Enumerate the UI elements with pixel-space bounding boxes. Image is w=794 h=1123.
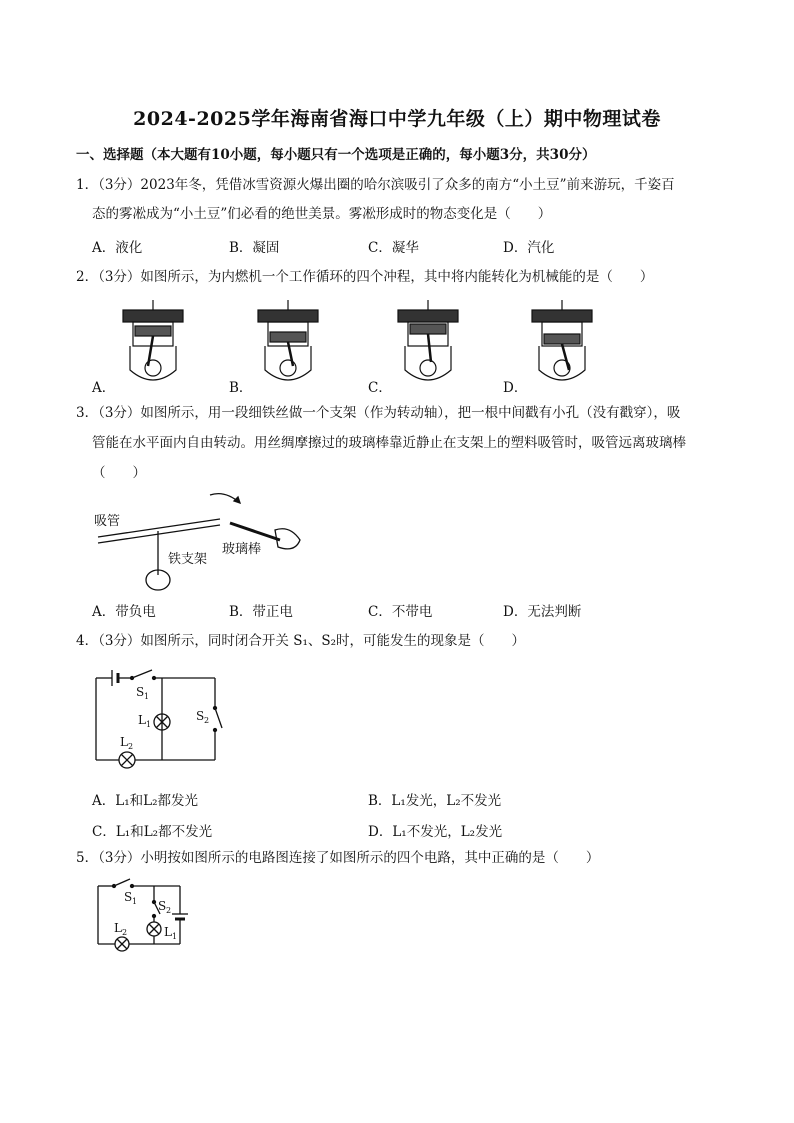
q1-option-c: C．凝华 [368,240,419,256]
l1-label: L [138,713,146,727]
q2-label-c: C． [368,380,392,396]
q4-option-a: A．L₁和L₂都发光 [92,793,199,809]
q1-option-a: A．液化 [92,240,143,256]
q3-line1: 3．（3分）如图所示，用一段细铁丝做一个支架（作为转动轴），把一根中间戳有小孔（没有戳穿），吸 [76,405,681,421]
q5-s2-sub: 2 [166,906,172,915]
straw-label: 吸管 [94,514,121,529]
q5-s1-label: S [124,890,133,904]
q4-option-b: B．L₁发光，L₂不发光 [368,793,502,809]
q3-option-c: C．不带电 [368,604,433,620]
q1-option-d: D．汽化 [503,240,555,256]
l2-label: L [120,735,128,749]
q4-line1: 4．（3分）如图所示，同时闭合开关 S₁、S₂时，可能发生的现象是（ ） [76,633,526,649]
q3-option-d: D．无法判断 [503,604,582,620]
engine-figure-d [527,300,597,390]
q3-line3: （ ） [92,465,146,481]
q3-line2: 管能在水平面内自由转动。用丝绸摩擦过的玻璃棒靠近静止在支架上的塑料吸管时，吸管远离玻璃棒 [92,435,686,451]
engine-figure-c [393,300,463,390]
glass-rod-label: 玻璃棒 [222,542,262,557]
engine-figure-b [253,300,323,390]
q4-circuit-figure [90,662,230,772]
l2-sub: 2 [128,742,134,751]
s2-sub: 2 [204,716,210,725]
q5-l1-sub: 1 [172,932,178,941]
q5-l1-label: L [164,925,172,939]
q5-circuit-figure [92,876,202,956]
q1-option-b: B．凝固 [229,240,280,256]
engine-figure-a [118,300,188,390]
q4-option-c: C．L₁和L₂都不发光 [92,824,213,840]
l1-sub: 1 [146,720,152,729]
q4-option-d: D．L₁不发光，L₂发光 [368,824,503,840]
q3-option-b: B．带正电 [229,604,293,620]
q2-label-b: B． [229,380,253,396]
s1-sub: 1 [144,692,150,701]
section-heading: 一、选择题（本大题有10小题，每小题只有一个选项是正确的，每小题3分，共30分） [76,147,596,163]
q2-line1: 2．（3分）如图所示，为内燃机一个工作循环的四个冲程，其中将内能转化为机械能的是（ ） [76,269,654,285]
q5-line1: 5．（3分）小明按如图所示的电路图连接了如图所示的四个电路，其中正确的是（ ） [76,850,600,866]
q1-line2: 态的雾凇成为“小土豆”们必看的绝世美景。雾凇形成时的物态变化是（ ） [92,206,552,222]
q1-line1: 1．（3分）2023年冬，凭借冰雪资源火爆出圈的哈尔滨吸引了众多的南方“小土豆”前来游玩，千姿百 [76,177,675,193]
q3-option-a: A．带负电 [92,604,156,620]
q5-s2-label: S [158,899,167,913]
q2-label-a: A． [92,380,116,396]
q5-l2-label: L [114,921,122,935]
page-title: 2024-2025学年海南省海口中学九年级（上）期中物理试卷 [133,108,661,130]
q5-s1-sub: 1 [132,897,138,906]
q3-straw-figure [90,485,320,595]
stand-label: 铁支架 [168,552,208,567]
q2-label-d: D． [503,380,528,396]
s1-label: S [136,685,145,699]
s2-label: S [196,709,205,723]
q5-l2-sub: 2 [122,928,128,937]
